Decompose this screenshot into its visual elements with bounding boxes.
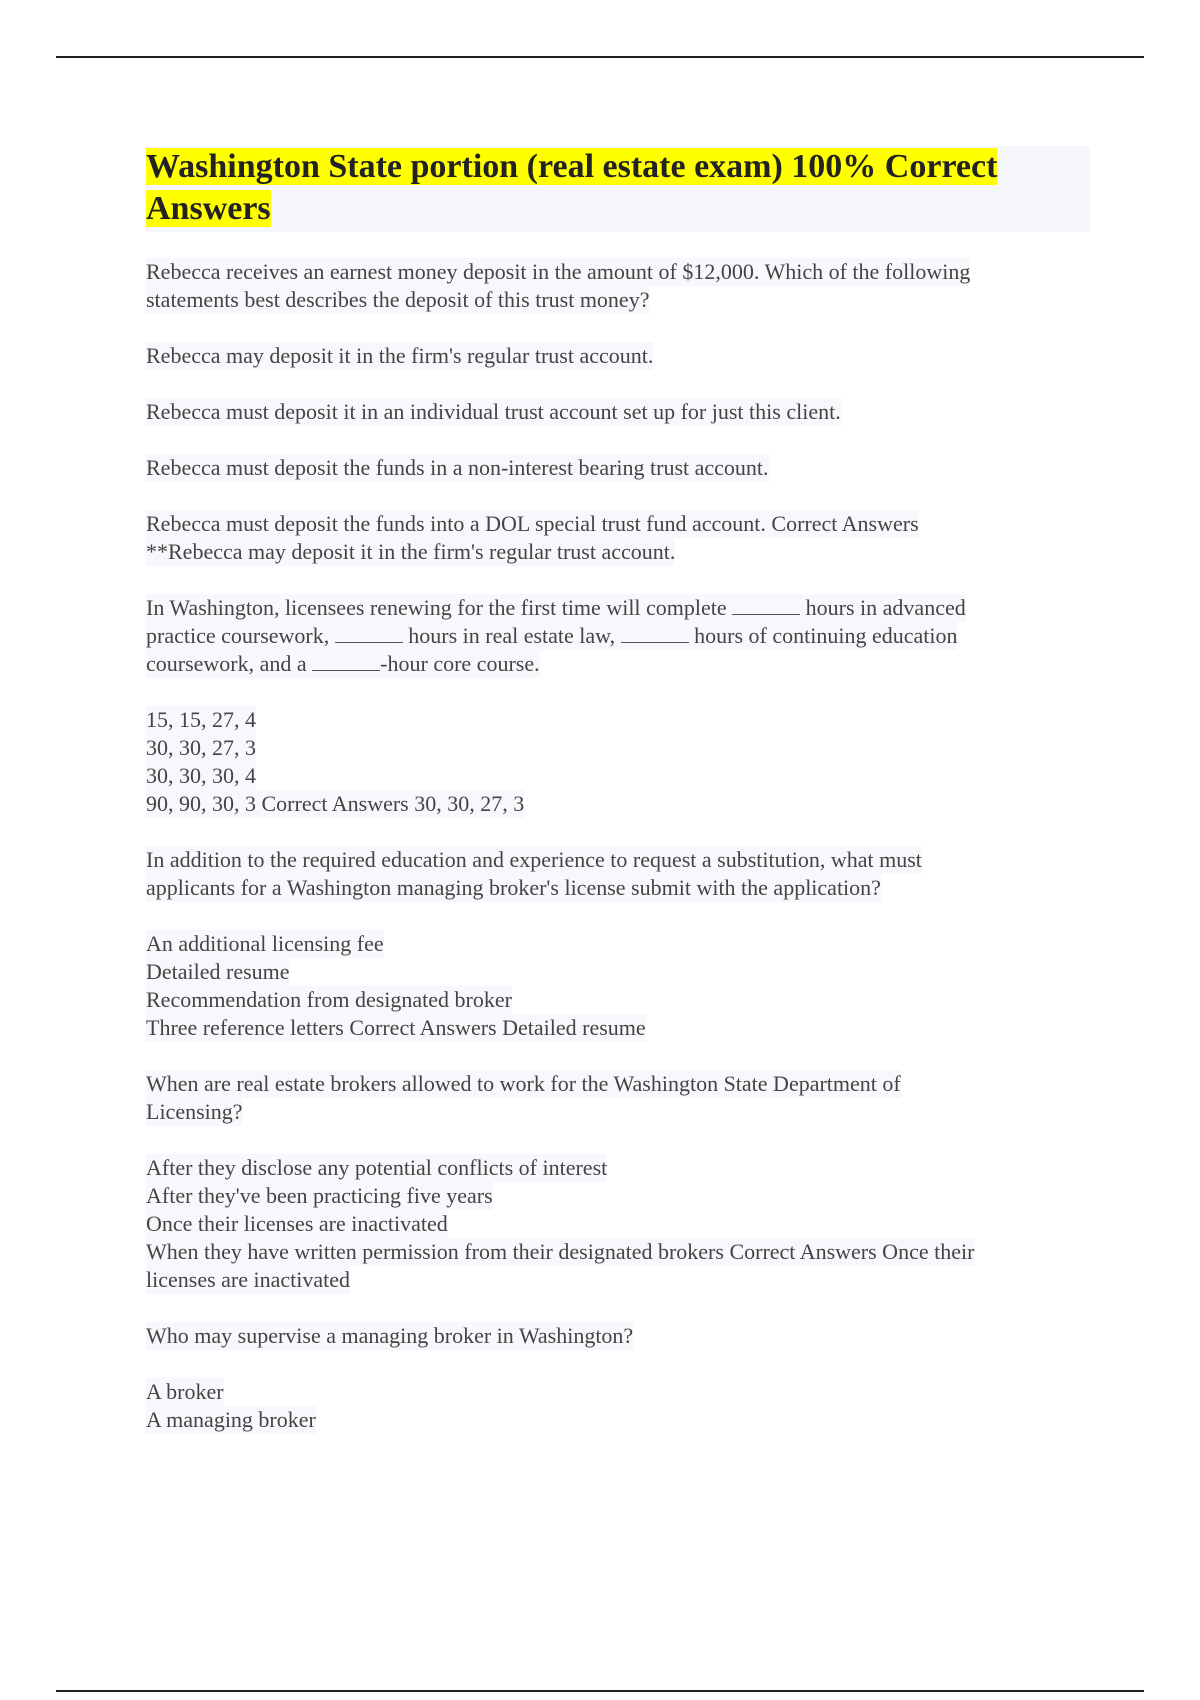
question-1-option-d-answer: [146, 510, 1090, 566]
blank: [621, 624, 689, 643]
question-text: Who may supervise a managing broker in Washington?: [146, 1323, 634, 1348]
question-5-options: [146, 1378, 1090, 1434]
blank: [312, 652, 380, 671]
option-text: Recommendation from designated broker: [146, 987, 512, 1012]
question-text: hours in real estate law,: [408, 623, 616, 648]
option-text: A managing broker: [146, 1407, 316, 1432]
option-text: 30, 30, 27, 3: [146, 735, 256, 760]
question-1-option-a: [146, 342, 1090, 370]
question-1: [146, 258, 1090, 314]
option-text: Detailed resume: [146, 959, 290, 984]
question-1-option-b: [146, 398, 1090, 426]
option-text: After they disclose any potential conflicts of interest: [146, 1155, 608, 1180]
question-text: hours in advanced: [805, 595, 966, 620]
option-text: Rebecca must deposit the funds in a non-interest bearing trust account.: [146, 455, 769, 480]
question-1-line-1: Rebecca receives an earnest money deposit in the amount of $12,000. Which of the following: [146, 259, 971, 284]
option-text: Rebecca may deposit it in the firm's regular trust account.: [146, 343, 654, 368]
question-text: When are real estate brokers allowed to work for the Washington State Department of: [146, 1071, 901, 1096]
option-text: Three reference letters Correct Answers Detailed resume: [146, 1015, 646, 1040]
title-block: [146, 146, 1090, 232]
question-text: applicants for a Washington managing broker's license submit with the application?: [146, 875, 881, 900]
option-text: An additional licensing fee: [146, 931, 384, 956]
option-text: 90, 90, 30, 3 Correct Answers 30, 30, 27, 3: [146, 791, 525, 816]
question-2-line-3: [146, 650, 540, 678]
option-text: A broker: [146, 1379, 224, 1404]
option-text: licenses are inactivated: [146, 1267, 351, 1292]
question-3-options: [146, 930, 1090, 1042]
question-text: hours of continuing education: [694, 623, 958, 648]
option-text: Rebecca must deposit it in an individual trust account set up for just this client.: [146, 399, 841, 424]
document-title: [146, 146, 1090, 230]
option-text: When they have written permission from their designated brokers Correct Answers Once their: [146, 1239, 975, 1264]
option-text: Rebecca must deposit the funds into a DOL special trust fund account. Correct Answers: [146, 511, 919, 536]
title-line-2: Answers: [146, 190, 271, 227]
question-text: Licensing?: [146, 1099, 243, 1124]
option-text: 15, 15, 27, 4: [146, 707, 256, 732]
option-text: After they've been practicing five years: [146, 1183, 493, 1208]
question-2-line-2: [146, 622, 957, 650]
question-text: In addition to the required education and experience to request a substitution, what must: [146, 847, 922, 872]
question-text: practice coursework,: [146, 623, 330, 648]
bottom-rule: [56, 1690, 1144, 1692]
question-3: [146, 846, 1090, 902]
question-text: coursework, and a: [146, 651, 307, 676]
question-text: In Washington, licensees renewing for the first time will complete: [146, 595, 727, 620]
blank: [335, 624, 403, 643]
top-rule: [56, 56, 1144, 58]
question-4-options: [146, 1154, 1090, 1294]
question-2: [146, 594, 1090, 678]
question-text: -hour core course.: [380, 651, 540, 676]
question-2-options: [146, 706, 1090, 818]
question-5: [146, 1322, 1090, 1350]
question-1-line-2: statements best describes the deposit of this trust money?: [146, 287, 650, 312]
question-2-line-1: [146, 594, 966, 622]
blank: [732, 596, 800, 615]
option-text: Once their licenses are inactivated: [146, 1211, 448, 1236]
question-1-option-c: [146, 454, 1090, 482]
title-line-1: Washington State portion (real estate exam) 100% Correct: [146, 148, 998, 185]
option-text: 30, 30, 30, 4: [146, 763, 256, 788]
document-content: [146, 146, 1090, 1462]
question-4: [146, 1070, 1090, 1126]
answer-text: **Rebecca may deposit it in the firm's regular trust account.: [146, 539, 676, 564]
